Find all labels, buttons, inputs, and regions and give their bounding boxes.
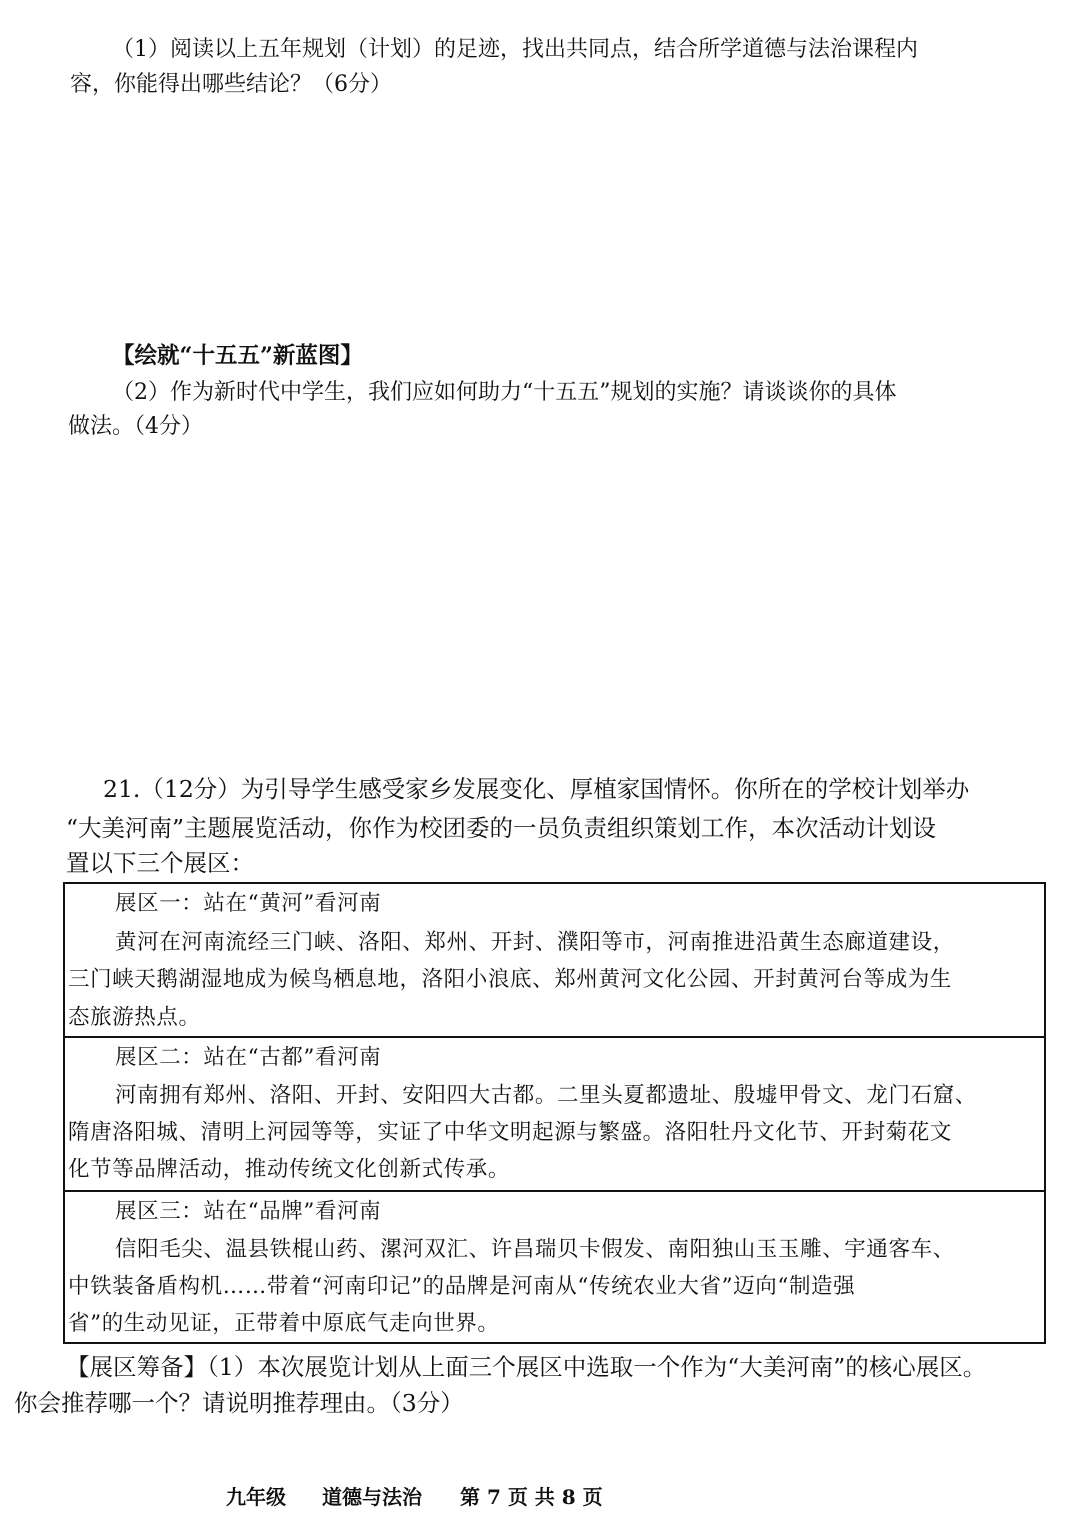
question-1-line-1: （1）阅读以上五年规划（计划）的足迹，找出共同点，结合所学道德与法治课程内 xyxy=(112,37,918,62)
prep-question-line-1: 【展区筹备】（1）本次展览计划从上面三个展区中选取一个作为“大美河南”的核心展区。 xyxy=(66,1353,987,1381)
zone-text-line: 隋唐洛阳城、清明上河园等等，实证了中华文明起源与繁盛。洛阳牡丹文化节、开封菊花文 xyxy=(68,1120,953,1145)
zone-text-line: 态旅游热点。 xyxy=(68,1005,201,1030)
exhibit-zone-3 xyxy=(65,1192,1044,1346)
question-2-line-2: 做法。（4分） xyxy=(68,414,203,439)
zone-text-line: 三门峡天鹅湖湿地成为候鸟栖息地，洛阳小浪底、郑州黄河文化公园、开封黄河台等成为生 xyxy=(68,967,953,992)
question-21-line-3: 置以下三个展区： xyxy=(66,849,254,877)
question-21-line-2: “大美河南”主题展览活动，你作为校团委的一员负责组织策划工作，本次活动计划设 xyxy=(66,814,937,842)
exhibit-zone-2 xyxy=(65,1038,1044,1192)
question-1-line-2: 容，你能得出哪些结论？（6分） xyxy=(70,72,392,97)
exhibit-zone-1 xyxy=(65,884,1044,1038)
zone-text-line: 化节等品牌活动，推动传统文化创新式传承。 xyxy=(68,1157,511,1182)
section-heading: 【绘就“十五五”新蓝图】 xyxy=(112,343,363,369)
footer-grade: 九年级 xyxy=(226,1485,286,1509)
zone-title: 展区三：站在“品牌”看河南 xyxy=(115,1199,382,1224)
zone-text-line: 河南拥有郑州、洛阳、开封、安阳四大古都。二里头夏都遗址、殷墟甲骨文、龙门石窟、 xyxy=(115,1083,977,1108)
footer-page-number: 第 7 页 共 8 页 xyxy=(460,1485,603,1509)
zone-text-line: 省”的生动见证，正带着中原底气走向世界。 xyxy=(68,1311,500,1336)
question-2-line-1: （2）作为新时代中学生，我们应如何助力“十五五”规划的实施？请谈谈你的具体 xyxy=(112,380,897,405)
prep-question-line-2: 你会推荐哪一个？请说明推荐理由。（3分） xyxy=(14,1389,464,1417)
footer-subject: 道德与法治 xyxy=(322,1485,422,1509)
zone-text-line: 黄河在河南流经三门峡、洛阳、郑州、开封、濮阳等市，河南推进沿黄生态廊道建设， xyxy=(115,930,955,955)
zone-text-line: 信阳毛尖、温县铁棍山药、漯河双汇、许昌瑞贝卡假发、南阳独山玉玉雕、宇通客车、 xyxy=(115,1237,955,1262)
zone-text-line: 中铁装备盾构机……带着“河南印记”的品牌是河南从“传统农业大省”迈向“制造强 xyxy=(68,1274,856,1299)
question-21-line-1: 21.（12分）为引导学生感受家乡发展变化、厚植家国情怀。你所在的学校计划举办 xyxy=(103,775,970,803)
zone-title: 展区一：站在“黄河”看河南 xyxy=(115,891,382,916)
exhibit-zones-table xyxy=(63,882,1046,1344)
zone-title: 展区二：站在“古都”看河南 xyxy=(115,1045,382,1070)
